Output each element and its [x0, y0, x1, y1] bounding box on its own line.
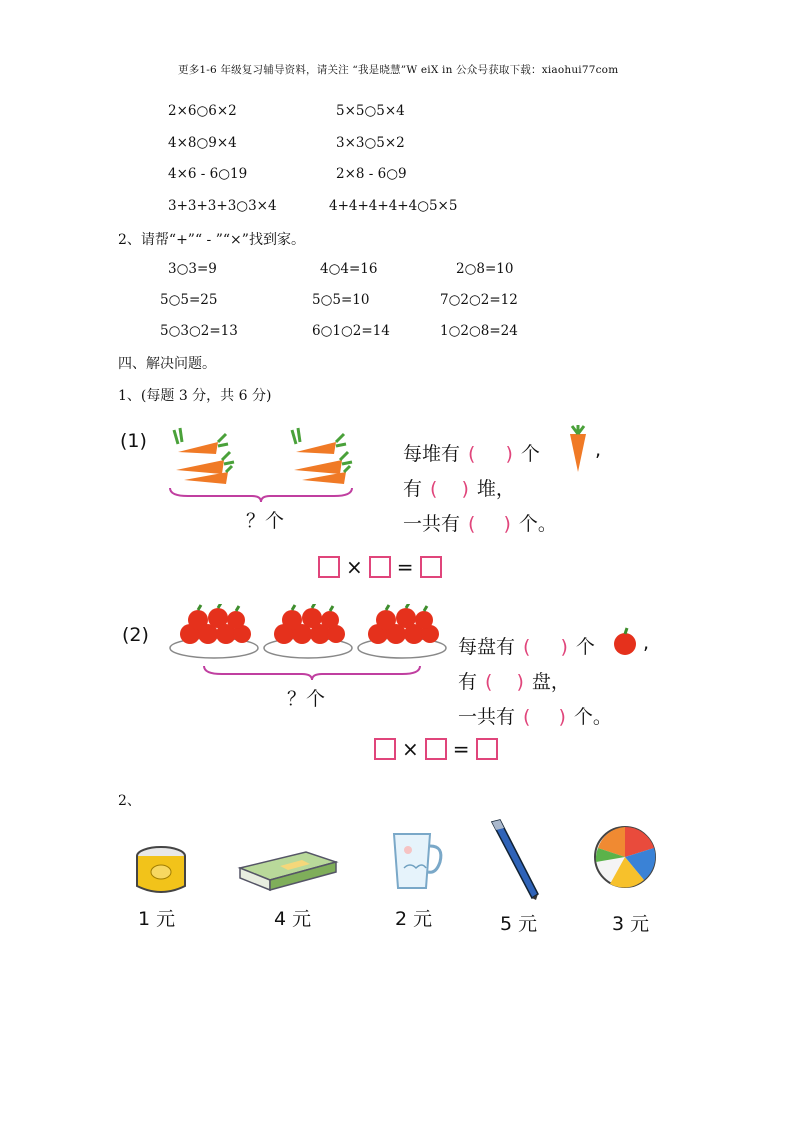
q1-title: 1、(每题 3 分，共 6 分): [118, 388, 272, 404]
operator-item: 4○4=16: [320, 261, 378, 277]
answer-box[interactable]: [374, 738, 396, 760]
problem2-line3: 一共有 ( ) 个。: [458, 706, 612, 728]
problem2-line1: 每盘有 ( ) 个: [458, 636, 595, 658]
question-mark: ？个: [287, 688, 326, 710]
carrot-pile-icon: [288, 424, 358, 486]
comma: ,: [595, 439, 602, 461]
section-title: 四、解决问题。: [118, 356, 216, 372]
price-label: 2 元: [395, 908, 433, 930]
brace-icon: [202, 662, 422, 682]
problem1-line1: 每堆有 ( ) 个: [403, 443, 540, 465]
operator-item: 5○3○2=13: [160, 323, 238, 339]
problem1-label: (1): [120, 430, 147, 452]
carrot-pile-icon: [170, 424, 240, 486]
compare-item: 4×8○9×4: [168, 135, 237, 151]
problem1-line2: 有 ( ) 堆，: [403, 478, 515, 500]
brace-icon: [168, 484, 354, 504]
apple-plate-icon: [168, 604, 260, 660]
jar-icon: [132, 842, 190, 900]
operator-item: 1○2○8=24: [440, 323, 518, 339]
ball-icon: [592, 824, 658, 890]
compare-item: 5×5○5×4: [336, 103, 405, 119]
carrot-icon: [565, 424, 591, 474]
answer-box[interactable]: [476, 738, 498, 760]
answer-box[interactable]: [369, 556, 391, 578]
answer-box[interactable]: [425, 738, 447, 760]
book-icon: [236, 846, 340, 894]
price-label: 5 元: [500, 913, 538, 935]
operator-item: 7○2○2=12: [440, 292, 518, 308]
carrot-icon: [174, 428, 234, 484]
comma: ,: [643, 632, 650, 654]
compare-item: 2×8 - 6○9: [336, 166, 407, 182]
compare-item: 3×3○5×2: [336, 135, 405, 151]
q2b-title: 2、: [118, 793, 141, 809]
apple-plate-icon: [262, 604, 354, 660]
question-mark: ？个: [246, 510, 285, 532]
operator-item: 5○5=25: [160, 292, 218, 308]
answer-box[interactable]: [420, 556, 442, 578]
operator-item: 2○8=10: [456, 261, 514, 277]
operator-item: 3○3=9: [168, 261, 217, 277]
apple-icon: [610, 626, 640, 656]
answer-box[interactable]: [318, 556, 340, 578]
compare-item: 3+3+3+3○3×4: [168, 198, 277, 214]
page-header: 更多1-6 年级复习辅导资料，请关注 “我是晓慧”W eiX in 公众号获取下载：xiaohui77com: [178, 64, 619, 76]
compare-item: 2×6○6×2: [168, 103, 237, 119]
operator-item: 5○5=10: [312, 292, 370, 308]
problem2-label: (2): [122, 624, 149, 646]
cup-icon: [390, 828, 448, 894]
operator-item: 6○1○2=14: [312, 323, 390, 339]
price-label: 4 元: [274, 908, 312, 930]
equation-row: × =: [318, 555, 442, 579]
compare-item: 4+4+4+4+4○5×5: [329, 198, 458, 214]
q2-title: 2、请帮“+”“ - ”“×”找到家。: [118, 232, 305, 248]
equation-row: × =: [374, 737, 498, 761]
price-label: 1 元: [138, 908, 176, 930]
apple-plate-icon: [356, 604, 448, 660]
compare-item: 4×6 - 6○19: [168, 166, 248, 182]
pen-icon: [486, 818, 542, 900]
price-label: 3 元: [612, 913, 650, 935]
carrot-icon: [292, 428, 352, 484]
problem1-line3: 一共有 ( ) 个。: [403, 513, 557, 535]
problem2-line2: 有 ( ) 盘，: [458, 671, 570, 693]
